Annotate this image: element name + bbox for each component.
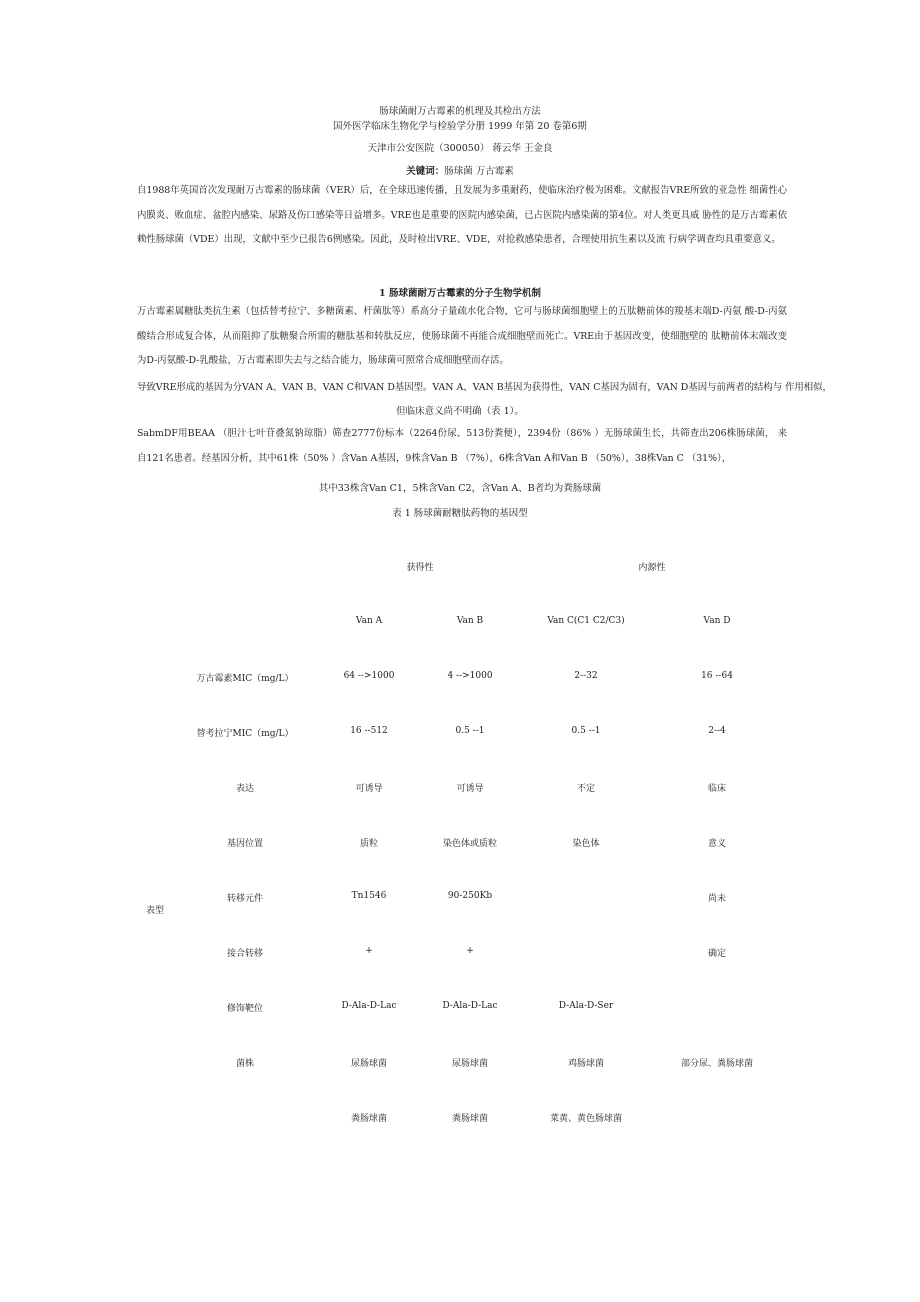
section-1-paragraph-3: SabmDF用BEAA （胆汁七叶苷叠氮钠琼脂）筛查2777份标本（2264份尿、513份粪便），2394份（86% ）无肠球菌生长，共筛查出206株肠球菌， 来自121名患者。经基因分析，其中61株（50% ）含Van A基因，9株含Van B （7%），6株含Van A和Van B （50%），38株Van C （31%）， [137, 428, 787, 464]
row-label: 基因位置 [226, 839, 264, 849]
article-title: 肠球菌耐万古霉素的机理及其检出方法 [379, 106, 541, 117]
table-cell: 2--32 [574, 671, 598, 681]
table-cell: 意义 [707, 839, 727, 849]
row-label: 表达 [235, 784, 255, 794]
table-cell: + [365, 946, 373, 956]
section-1-paragraph-1: 万古霉素属糖肽类抗生素（包括替考拉宁、多糖菌素、杆菌肽等）系高分子量疏水化合物，它可与肠球菌细胞壁上的五肽糖前体的羧基末端D-丙氨 酸-D-丙氨酸结合形成复合体，从而阻抑了肽糖聚合所需的糖肽基和转肽反应，使肠球菌不再能合成细胞壁而死亡。VRE由于基因改变，使细胞壁的 肽糖前体末端改变为D-丙氨酸-D-乳酸盐，万古霉素即失去与之结合能力，肠球菌可照常合成细胞壁而存活。 [137, 306, 787, 366]
table-cell: 16 --64 [701, 671, 733, 681]
table-cell: D-Ala-D-Lac [442, 1001, 498, 1011]
phenotype-side-label: 表型 [145, 906, 165, 916]
table-cell: 尿肠球菌 [350, 1059, 388, 1069]
row-label: 万古霉素MIC（mg/L） [196, 674, 294, 684]
section-1-heading: 1 肠球菌耐万古霉素的分子生物学机制 [379, 288, 541, 299]
section-1-paragraph-2: 导致VRE形成的基因为分VAN A、VAN B、VAN C和VAN D基因型。VAN A、VAN B基因为获得性，VAN C基因为固有，VAN D基因与前两者的结构与 作用相似， [137, 382, 832, 393]
table-cell: 可诱导 [456, 784, 484, 794]
group-intrinsic-header: 内源性 [638, 563, 666, 573]
row-label: 替考拉宁MIC（mg/L） [196, 729, 294, 739]
table-cell: 0.5 --1 [455, 726, 485, 736]
table-caption: 表 1 肠球菌耐糖肽药物的基因型 [392, 508, 528, 519]
row-label: 转移元件 [226, 894, 264, 904]
row-label: 接合转移 [226, 949, 264, 959]
table-cell: 粪肠球菌 [350, 1114, 388, 1124]
table-cell: 可诱导 [355, 784, 383, 794]
keywords-label: 关键词： [406, 166, 445, 177]
article-authors: 天津市公安医院（300050） 蒋云华 王金良 [367, 143, 553, 154]
table-cell: 不定 [576, 784, 596, 794]
table-cell: 菜黄、黄色肠球菌 [549, 1114, 623, 1124]
row-label: 菌株 [235, 1059, 255, 1069]
table-cell: 粪肠球菌 [451, 1114, 489, 1124]
column-header: Van C(C1 C2/C3) [547, 616, 625, 626]
table-cell: 2--4 [708, 726, 726, 736]
table-cell: 0.5 --1 [571, 726, 601, 736]
table-cell: 64 -->1000 [343, 671, 395, 681]
keywords-value: 肠球菌 万古霉素 [444, 166, 514, 177]
column-header: Van A [355, 616, 383, 626]
table-cell: 尿肠球菌 [451, 1059, 489, 1069]
table-cell: 染色体或质粒 [442, 839, 498, 849]
table-cell: 确定 [707, 949, 727, 959]
table-cell: D-Ala-D-Ser [558, 1001, 614, 1011]
keywords-line [0, 163, 920, 177]
table-cell: 鸡肠球菌 [567, 1059, 605, 1069]
table-cell: 部分尿、粪肠球菌 [680, 1059, 754, 1069]
column-header: Van B [456, 616, 484, 626]
table-cell: 尚未 [707, 894, 727, 904]
table-cell: D-Ala-D-Lac [341, 1001, 397, 1011]
table-cell: 90-250Kb [447, 891, 493, 901]
group-acquired-header: 获得性 [406, 563, 434, 573]
intro-paragraph: 自1988年英国首次发现耐万古霉素的肠球菌（VER）后，在全球迅速传播，且发展为多重耐药，使临床治疗极为困难。文献报告VRE所致的亚急性 细菌性心内膜炎、败血症、盆腔内感染、尿路及伤口感染等日益增多。VRE也是重要的医院内感染菌，已占医院内感染菌的第4位。对人类更具威 胁性的是万古霉素依赖性肠球菌（VDE）出现，文献中至少已报告6例感染。因此，及时检出VRE、VDE，对抢救感染患者，合理使用抗生素以及流 行病学调查均具重要意义。 [137, 185, 787, 245]
table-cell: Tn1546 [351, 891, 387, 901]
table-cell: 临床 [707, 784, 727, 794]
table-cell: 染色体 [572, 839, 600, 849]
table-cell: 16 --512 [350, 726, 388, 736]
article-source: 国外医学临床生物化学与检验学分册 1999 年第 20 卷第6期 [333, 121, 587, 132]
section-1-paragraph-2-cont: 但临床意义尚不明确（表 1）。 [396, 406, 524, 417]
section-1-paragraph-4: 其中33株含Van C1，5株含Van C2，含Van A、B者均为粪肠球菌 [318, 483, 602, 494]
row-label: 修饰靶位 [226, 1004, 264, 1014]
column-header: Van D [703, 616, 731, 626]
table-cell: 质粒 [359, 839, 379, 849]
table-cell: + [466, 946, 474, 956]
table-cell: 4 -->1000 [447, 671, 493, 681]
